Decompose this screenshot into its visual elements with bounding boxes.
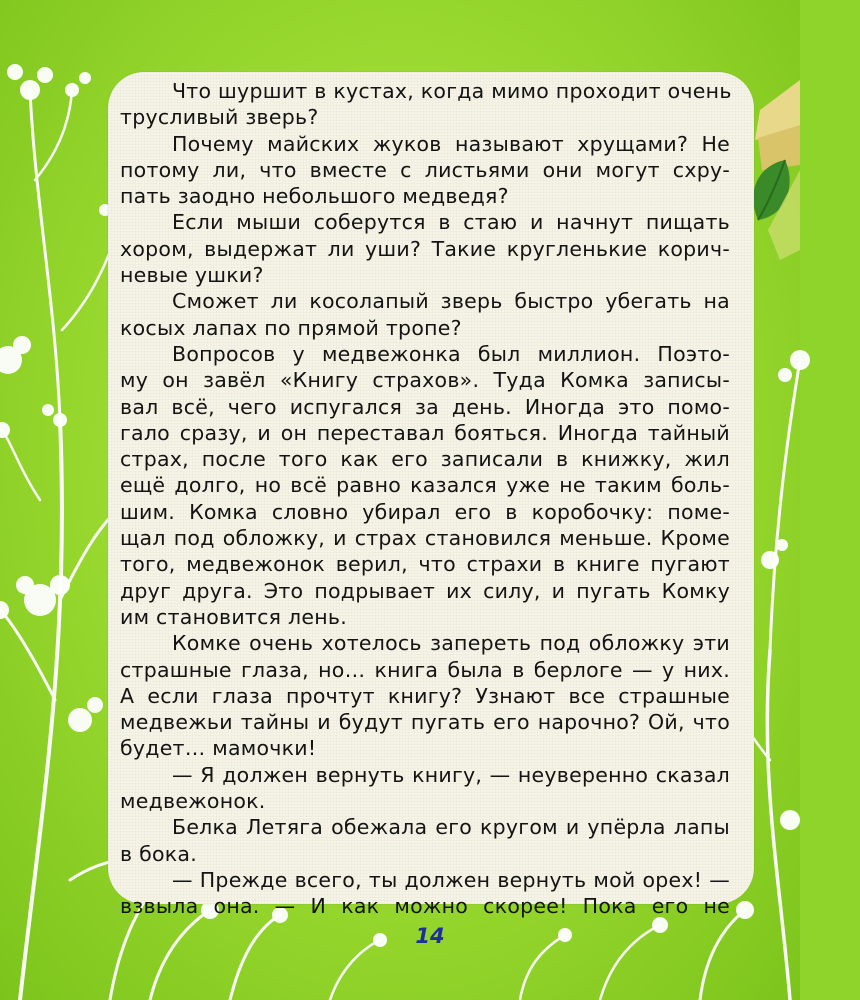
text-line: трусливый зверь? — [120, 105, 319, 130]
text-line: Сможет ли косолапый зверь быстро убегать на — [172, 289, 730, 314]
text-line: страх, после того как его записали в книжку, жил — [120, 447, 730, 472]
text-line: А если глаза прочтут книгу? Узнают все страшные — [120, 683, 730, 708]
text-line: шим. Комка словно убирал его в коробочку: поме- — [120, 499, 730, 524]
text-line: Почему майских жуков называют хрущами? Не — [172, 131, 730, 156]
text-line: страшные глаза, но… книга была в берлоге — у них. — [120, 657, 730, 682]
text-line: того, медвежонок верил, что страхи в книге пугают — [120, 552, 730, 577]
text-line: им становится лень. — [120, 604, 347, 629]
text-line: друг друга. Это подрывает их силу, и пугать Комку — [120, 578, 730, 603]
text-line: вал всё, чего испугался за день. Иногда это помо- — [120, 394, 730, 419]
text-line: хором, выдержат ли уши? Такие кругленькие корич- — [120, 236, 730, 261]
text-line: медвежьи тайны и будут пугать его нарочно? Ой, что — [120, 710, 730, 735]
text-line: — Прежде всего, ты должен вернуть мой орех! — — [172, 867, 730, 892]
story-text — [120, 78, 730, 920]
text-line: Комке очень хотелось запереть под обложку эти — [172, 631, 730, 656]
text-line: будет… мамочки! — [120, 736, 317, 761]
text-line: Что шуршит в кустах, когда мимо проходит очень — [172, 79, 732, 103]
text-line: Белка Летяга обежала его кругом и упёрла лапы — [172, 815, 730, 840]
text-line: му он завёл «Книгу страхов». Туда Комка записы- — [120, 368, 730, 393]
text-line: взвыла она. — И как можно скорее! Пока его не — [120, 894, 730, 919]
text-line: ещё долго, но всё равно казался уже не таким боль- — [120, 473, 730, 498]
text-line: гало сразу, и он переставал бояться. Иногда тайный — [120, 420, 730, 445]
text-line: Если мыши соберутся в стаю и начнут пищать — [172, 210, 730, 235]
text-line: Вопросов у медвежонка был миллион. Поэто- — [172, 341, 730, 366]
text-line: в бока. — [120, 841, 197, 866]
text-line: — Я должен вернуть книгу, — неуверенно сказал — [172, 762, 730, 787]
text-line: медвежонок. — [120, 789, 266, 814]
text-line: косых лапах по прямой тропе? — [120, 315, 462, 340]
page-number: 14 — [415, 924, 445, 948]
text-line: щал под обложку, и страх становился меньше. Кроме — [120, 526, 730, 551]
text-line: пать заодно небольшого медведя? — [120, 184, 509, 209]
text-line: невые ушки? — [120, 263, 264, 288]
text-line: потому ли, что вместе с листьями они могут схру- — [120, 157, 730, 182]
text-page — [108, 72, 754, 919]
